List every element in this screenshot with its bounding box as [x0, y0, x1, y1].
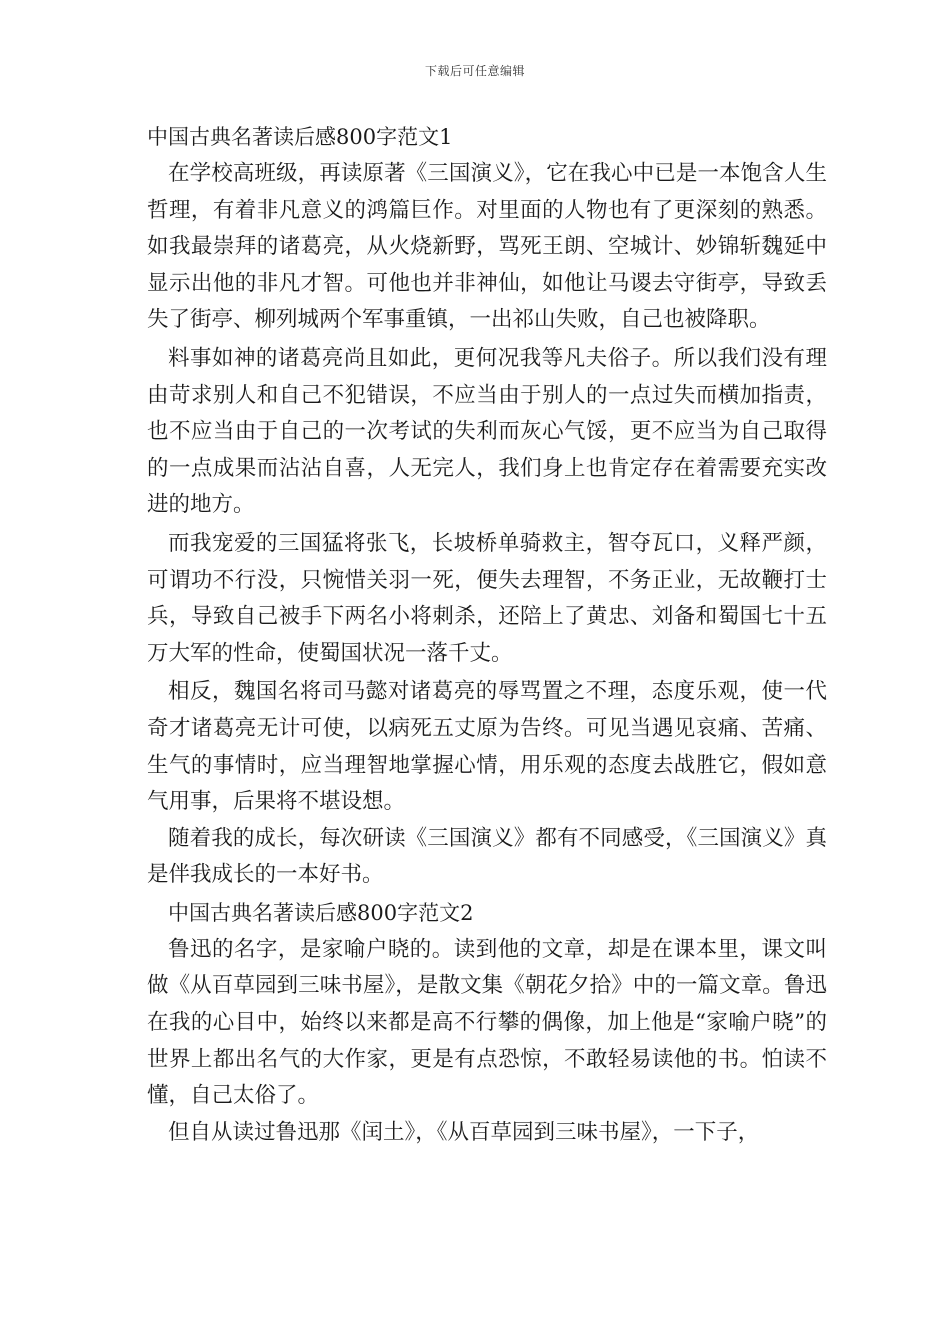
article-1-paragraph-5: 随着我的成长，每次研读《三国演义》都有不同感受，《三国演义》真是伴我成长的一本好书。	[147, 825, 827, 888]
article-1-paragraph-2: 料事如神的诸葛亮尚且如此，更何况我等凡夫俗子。所以我们没有理由苛求别人和自己不犯错误，不应当由于别人的一点过失而横加指责，也不应当由于自己的一次考试的失利而灰心气馁，更不应当为自己取得的一点成果而沾沾自喜，人无完人，我们身上也肯定存在着需要充实改进的地方。	[147, 345, 827, 518]
article-2-title: 中国古典名著读后感800字范文2	[168, 900, 474, 925]
article-2-paragraph-1: 鲁迅的名字，是家喻户晓的。读到他的文章，却是在课本里，课文叫做《从百草园到三味书屋》，是散文集《朝花夕拾》中的一篇文章。鲁迅在我的心目中，始终以来都是高不行攀的偶像，加上他是“家喻户晓”的世界上都出名气的大作家，更是有点恐惊，不敢轻易读他的书。怕读不懂，自己太俗了。	[147, 936, 827, 1109]
article-1-paragraph-1: 在学校高班级，再读原著《三国演义》，它在我心中已是一本饱含人生哲理，有着非凡意义的鸿篇巨作。对里面的人物也有了更深刻的熟悉。如我最崇拜的诸葛亮，从火烧新野，骂死王朗、空城计、妙锦斩魏延中显示出他的非凡才智。可他也并非神仙，如他让马谡去守街亭，导致丢失了街亭、柳列城两个军事重镇，一出祁山失败，自己也被降职。	[147, 161, 827, 333]
document-body	[147, 118, 827, 1151]
article-1-title: 中国古典名著读后感800字范文1	[147, 125, 453, 149]
article-1-paragraph-4: 相反，魏国名将司马懿对诸葛亮的辱骂置之不理，态度乐观，使一代奇才诸葛亮无计可使，以病死五丈原为告终。可见当遇见哀痛、苦痛、生气的事情时，应当理智地掌握心情，用乐观的态度去战胜它，假如意气用事，后果将不堪设想。	[147, 679, 827, 815]
article-1-paragraph-3: 而我宠爱的三国猛将张飞，长坡桥单骑救主，智夺瓦口，义释严颜，可谓功不行没，只惋惜关羽一死，便失去理智，不务正业，无故鞭打士兵，导致自己被手下两名小将刺杀，还陪上了黄忠、刘备和蜀国七十五万大军的性命，使蜀国状况一落千丈。	[147, 530, 827, 666]
article-2-paragraph-2: 但自从读过鲁迅那《闰土》，《从百草园到三味书屋》，一下子，	[168, 1119, 760, 1145]
header-note: 下载后可任意编辑	[424, 64, 525, 78]
